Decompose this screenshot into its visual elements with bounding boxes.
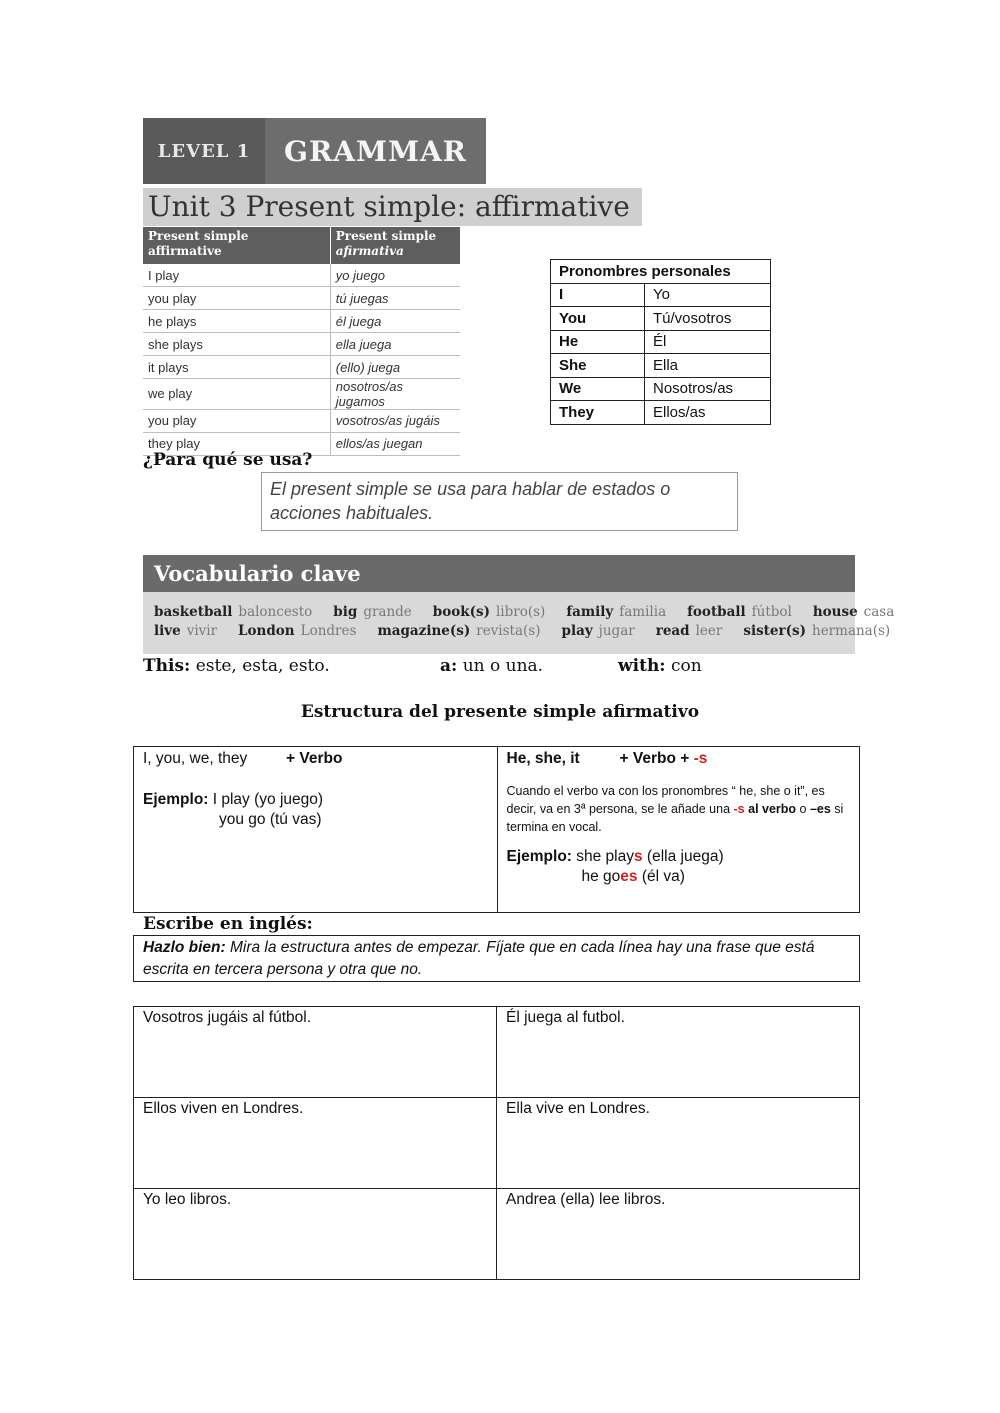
vocab-item [813,604,894,620]
explanation-text: o [796,802,810,816]
vocab-item [566,604,666,620]
vocab-item [238,623,356,639]
explanation-text: Cuando el verbo va con los pronombres “ he, she o it”, es decir, va en 3ª persona, se le añade una [506,784,825,816]
table-row [143,310,460,333]
table-row [134,1007,860,1098]
table-row [134,1189,860,1280]
vocab-es: revista(s) [476,623,541,639]
example-text: he go [581,868,621,885]
exercise-cell[interactable]: Él juega al futbol. [497,1007,860,1098]
pronoun-es: Nosotros/as [645,377,771,401]
example-suffix: s [634,848,643,865]
conj-header-english: Present simple affirmative [143,227,330,264]
vocab-item [377,623,540,639]
exercise-table [133,1006,860,1280]
structure-explanation [507,782,851,836]
definition-meaning: este, esta, esto. [190,656,330,676]
pronoun-es: Yo [645,283,771,307]
pronoun-es: Él [645,330,771,354]
exercise-cell[interactable]: Ella vive en Londres. [497,1098,860,1189]
vocab-es: casa [863,604,895,620]
example-text: I play (yo juego) [208,791,324,808]
formula: + Verbo [286,750,343,767]
section-title: GRAMMAR [265,118,486,184]
conj-header-spanish-line1: Present simple [335,229,437,243]
vocab-es: jugar [598,623,635,639]
example-suffix: es [620,868,638,885]
table-row [143,356,460,379]
table-row [134,1098,860,1189]
pronoun-es: Tú/vosotros [645,307,771,331]
explanation-suffix: -s [733,802,745,816]
vocab-en: read [655,623,690,639]
usage-answer: El present simple se usa para hablar de estados o acciones habituales. [261,472,738,531]
vocab-item [154,623,217,639]
conj-es: ella juega [330,333,460,356]
structure-table [133,746,860,913]
conj-es: él juega [330,310,460,333]
conjugation-table [143,227,460,456]
vocab-es: grande [363,604,412,620]
structure-left-formula [143,750,488,768]
vocab-es: vivir [186,623,218,639]
explanation-bold: al verbo [744,802,797,816]
vocab-en: book(s) [432,604,490,620]
structure-right-formula [507,750,851,768]
table-row [143,409,460,432]
vocab-es: familia [619,604,667,620]
vocab-en: football [687,604,746,620]
vocabulary-list [143,592,895,654]
conj-es: nosotros/as jugamos [330,378,460,409]
conj-en: you play [143,409,330,432]
vocab-en: big [333,604,358,620]
conj-en: they play [143,432,330,455]
example-label: Ejemplo: [506,848,572,865]
vocab-en: basketball [154,604,233,620]
instruction-text: Mira la estructura antes de empezar. Fíjate que en cada línea hay una frase que está escrita en tercera persona y otra que no. [143,939,815,978]
exercise-instruction [133,935,860,982]
example-line [507,848,851,866]
conj-es: ellos/as juegan [330,432,460,455]
table-row [551,401,771,425]
exercise-cell[interactable]: Yo leo libros. [134,1189,497,1280]
conj-en: he plays [143,310,330,333]
pronoun-en: We [551,377,645,401]
vocab-item [333,604,412,620]
pronoun-en: I [551,283,645,307]
formula [620,750,708,768]
vocab-es: Londres [300,623,357,639]
conj-es: (ello) juega [330,356,460,379]
table-row [143,264,460,287]
conj-es: tú juegas [330,287,460,310]
definition-item [618,656,702,676]
explanation-suffix-es: –es [809,802,831,816]
exercise-title: Escribe en inglés: [143,914,313,934]
definition-meaning: con [665,656,702,676]
pronoun-en: She [551,354,645,378]
table-row [143,333,460,356]
vocab-en: play [561,623,593,639]
structure-title: Estructura del presente simple afirmativo [300,702,700,722]
structure-right-cell [497,747,860,912]
vocabulary-row [154,604,894,620]
vocab-en: house [812,604,858,620]
vocab-es: libro(s) [495,604,546,620]
vocab-es: hermana(s) [812,623,891,639]
vocab-en: London [238,623,295,639]
definition-meaning: un o una. [457,656,544,676]
conj-header-spanish [330,227,460,264]
exercise-cell[interactable]: Vosotros jugáis al fútbol. [134,1007,497,1098]
subjects-plural: I, you, we, they [143,750,248,767]
usage-question: ¿Para qué se usa? [143,450,313,470]
vocab-item [562,623,635,639]
definition-item [440,656,543,676]
table-row [551,330,771,354]
pronoun-table [550,259,771,425]
explanation-text: si termina en vocal. [506,802,844,834]
table-row [143,378,460,409]
example-text: (él va) [637,868,685,885]
conj-en: it plays [143,356,330,379]
vocab-en: live [154,623,181,639]
conj-en: we play [143,378,330,409]
definition-term: This: [143,656,191,676]
table-row [143,287,460,310]
vocab-es: baloncesto [238,604,313,620]
pronoun-en: You [551,307,645,331]
subjects-third-person: He, she, it [506,750,580,767]
vocab-en: magazine(s) [377,623,471,639]
table-row [551,377,771,401]
definition-term: a: [440,656,458,676]
conj-en: you play [143,287,330,310]
example-label: Ejemplo: [143,791,209,808]
conj-es: vosotros/as jugáis [330,409,460,432]
example-line [507,868,851,886]
definition-term: with: [618,656,666,676]
vocab-es: fútbol [751,604,792,620]
vocab-en: sister(s) [743,623,806,639]
vocab-item [656,623,723,639]
vocab-item [154,604,312,620]
unit-title: Unit 3 Present simple: affirmative [143,188,642,226]
pronoun-es: Ellos/as [645,401,771,425]
vocab-item [743,623,890,639]
definition-item [143,656,330,676]
vocabulary-row [154,623,890,639]
vocab-en: family [566,604,614,620]
conj-header-spanish-line2: afirmativa [335,244,404,258]
pronoun-en: They [551,401,645,425]
conj-en: I play [143,264,330,287]
example-line [143,791,488,809]
formula-base: + Verbo + [619,750,694,767]
conj-en: she plays [143,333,330,356]
instruction-label: Hazlo bien: [143,939,226,956]
vocab-item [687,604,792,620]
vocab-item [433,604,546,620]
formula-suffix: -s [693,750,708,767]
example-text: she play [571,848,634,865]
vocab-es: leer [695,623,723,639]
example-text: (ella juega) [642,848,724,865]
table-row [551,307,771,331]
structure-left-cell [134,747,497,912]
pronoun-es: Ella [645,354,771,378]
vocabulary-title: Vocabulario clave [143,555,855,592]
pronoun-en: He [551,330,645,354]
level-label: LEVEL 1 [143,118,265,184]
exercise-cell[interactable]: Andrea (ella) lee libros. [497,1189,860,1280]
table-row [551,354,771,378]
conj-es: yo juego [330,264,460,287]
example-line: you go (tú vas) [219,811,322,828]
pronoun-table-title: Pronombres personales [551,260,771,284]
exercise-cell[interactable]: Ellos viven en Londres. [134,1098,497,1189]
table-row [551,283,771,307]
